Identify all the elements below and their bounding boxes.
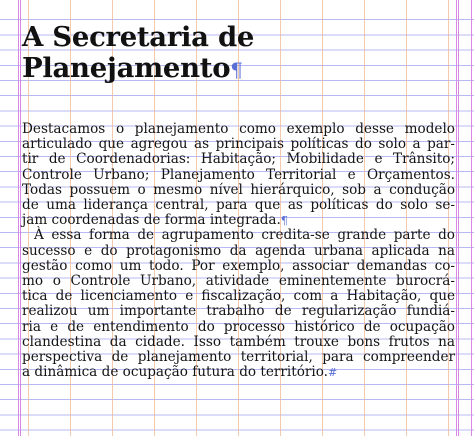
text-line — [22, 213, 455, 228]
heading — [22, 22, 452, 86]
text-line: sucesso e do protagonismo da agenda urbana aplicada na — [22, 242, 455, 259]
heading-line-2: Planejamento — [22, 52, 231, 84]
text-line-content: jam coordenadas de forma integrada. — [22, 212, 281, 229]
text-line-content: a dinâmica de ocupação futura do território. — [22, 364, 329, 381]
text-line: perspectiva de planejamento territorial, para compreender — [22, 349, 455, 366]
text-line: realizou um importante trabalho de regularização fundiá- — [22, 303, 455, 320]
text-line: mo o Controle Urbano, atividade eminentemente burocrá- — [22, 273, 455, 290]
text-line: ria e de entendimento do processo histórico de ocupação — [22, 318, 455, 335]
text-line: articulado que agregou as principais políticas do solo a par- — [22, 136, 455, 153]
text-line: Destacamos o planejamento como exemplo desse modelo — [22, 121, 455, 137]
text-line: de uma liderança central, para que as políticas do solo se- — [22, 197, 455, 214]
margin-guide-left — [18, 0, 19, 436]
text-line: tica de licenciamento e fiscalização, com a Habitação, que — [22, 288, 455, 305]
text-line: Todas possuem o mesmo nível hierárquico, sob a condução — [22, 181, 455, 198]
body-text — [22, 122, 455, 380]
margin-guide-right-inner — [456, 0, 457, 436]
text-line: clandestina da cidade. Isso também trouxe bons frutos na — [22, 333, 455, 350]
heading-line-1: A Secretaria de — [22, 21, 255, 53]
story-end-mark: # — [328, 366, 338, 380]
page-edge-guide — [471, 0, 472, 436]
margin-guide-right — [458, 0, 459, 436]
text-line: À essa forma de agrupamento credita-se grande parte do — [34, 227, 455, 244]
text-line: gestão como um todo. Por exemplo, associar demandas co- — [22, 257, 455, 274]
text-line — [22, 365, 455, 380]
pilcrow-mark: ¶ — [230, 58, 243, 82]
text-line: Controle Urbano; Planejamento Territorial e Orçamentos. — [22, 166, 455, 183]
text-line: tir de Coordenadorias: Habitação; Mobilidade e Trânsito; — [22, 151, 455, 168]
paragraph-end-mark: ¶ — [280, 214, 288, 228]
margin-guide-left-inner — [20, 0, 21, 436]
